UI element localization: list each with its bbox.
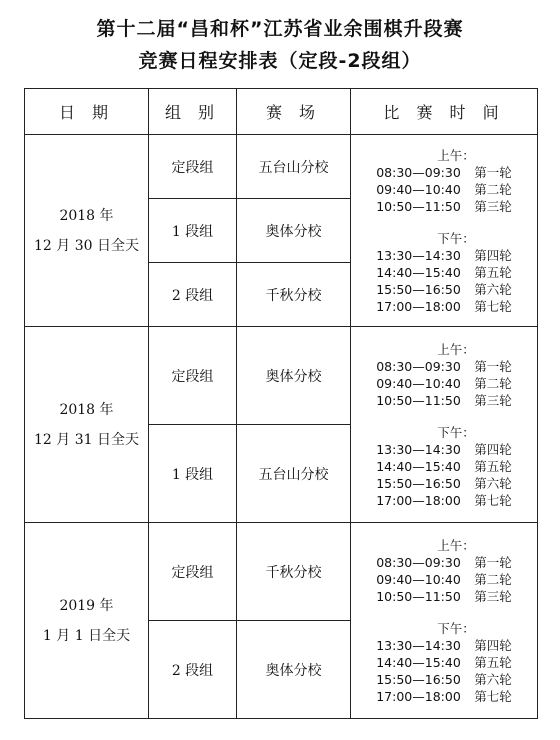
round-number: 第六轮 [474,281,512,297]
document-title: 第十二届“昌和杯”江苏省业余围棋升段赛 [96,18,464,40]
round-entry [376,264,512,281]
round-entry [376,392,512,409]
round-time: 15:50—16:50 [376,281,461,297]
round-time: 17:00—18:00 [376,688,461,704]
round-entry [376,554,512,571]
time-list [376,341,512,509]
venue-cell: 千秋分校 [237,523,351,621]
round-entry [376,588,512,605]
round-entry [376,571,512,588]
round-time: 10:50—11:50 [376,198,461,214]
round-number: 第二轮 [474,571,512,587]
afternoon-label: 下午： [437,620,475,636]
round-time: 13:30—14:30 [376,637,461,653]
group-cell: 2 段组 [149,263,237,327]
date-cell [25,135,149,327]
round-time: 08:30—09:30 [376,358,461,374]
round-number: 第一轮 [474,554,512,570]
round-time: 08:30—09:30 [376,164,461,180]
venue-cell: 奥体分校 [237,199,351,263]
date-cell [25,327,149,523]
schedule-table [24,88,538,719]
round-time: 15:50—16:50 [376,475,461,491]
time-list [376,147,512,315]
venue-cell: 千秋分校 [237,263,351,327]
venue-cell: 奥体分校 [237,327,351,425]
venue-cell: 五台山分校 [237,135,351,199]
round-time: 09:40—10:40 [376,181,461,197]
round-time: 08:30—09:30 [376,554,461,570]
round-number: 第四轮 [474,637,512,653]
round-entry [376,654,512,671]
round-entry [376,247,512,264]
round-number: 第五轮 [474,264,512,280]
time-cell [351,523,538,719]
round-entry [376,198,512,215]
header-group: 组 别 [149,89,237,135]
morning-label: 上午： [437,147,475,163]
round-number: 第七轮 [474,298,512,314]
round-number: 第五轮 [474,654,512,670]
round-time: 10:50—11:50 [376,588,461,604]
group-cell: 定段组 [149,523,237,621]
round-entry [376,475,512,492]
round-number: 第七轮 [474,688,512,704]
date-year: 2019 年 [59,597,114,614]
round-time: 13:30—14:30 [376,441,461,457]
document-subtitle: 竞赛日程安排表（定段-2段组） [138,50,422,72]
group-cell: 定段组 [149,135,237,199]
round-number: 第六轮 [474,475,512,491]
round-entry [376,281,512,298]
round-number: 第一轮 [474,358,512,374]
time-cell [351,135,538,327]
table-row [25,523,538,621]
date-year: 2018 年 [59,207,114,224]
round-entry [376,298,512,315]
date-year: 2018 年 [59,401,114,418]
table-row [25,327,538,425]
round-entry [376,688,512,705]
round-number: 第三轮 [474,198,512,214]
venue-cell: 五台山分校 [237,425,351,523]
time-cell [351,327,538,523]
round-entry [376,181,512,198]
round-time: 09:40—10:40 [376,375,461,391]
header-date: 日 期 [25,89,149,135]
round-entry [376,164,512,181]
venue-cell: 奥体分校 [237,621,351,719]
date-cell [25,523,149,719]
afternoon-label: 下午： [437,230,475,246]
round-time: 10:50—11:50 [376,392,461,408]
round-entry [376,358,512,375]
round-time: 17:00—18:00 [376,298,461,314]
morning-label: 上午： [437,341,475,357]
group-cell: 1 段组 [149,425,237,523]
table-header-row [25,89,538,135]
table-row [25,135,538,199]
group-cell: 1 段组 [149,199,237,263]
group-cell: 2 段组 [149,621,237,719]
round-time: 09:40—10:40 [376,571,461,587]
round-time: 15:50—16:50 [376,671,461,687]
date-day: 12 月 30 日全天 [34,237,139,254]
round-number: 第二轮 [474,181,512,197]
round-time: 13:30—14:30 [376,247,461,263]
round-entry [376,492,512,509]
round-number: 第四轮 [474,247,512,263]
round-number: 第六轮 [474,671,512,687]
round-number: 第三轮 [474,392,512,408]
afternoon-label: 下午： [437,424,475,440]
round-entry [376,375,512,392]
round-number: 第四轮 [474,441,512,457]
date-day: 1 月 1 日全天 [42,627,131,644]
round-number: 第七轮 [474,492,512,508]
round-time: 14:40—15:40 [376,654,461,670]
morning-label: 上午： [437,537,475,553]
round-number: 第三轮 [474,588,512,604]
header-venue: 赛 场 [237,89,351,135]
date-day: 12 月 31 日全天 [34,431,139,448]
round-entry [376,441,512,458]
round-time: 14:40—15:40 [376,264,461,280]
group-cell: 定段组 [149,327,237,425]
round-entry [376,671,512,688]
round-entry [376,458,512,475]
time-list [376,537,512,705]
round-entry [376,637,512,654]
round-time: 14:40—15:40 [376,458,461,474]
round-number: 第一轮 [474,164,512,180]
round-number: 第二轮 [474,375,512,391]
round-number: 第五轮 [474,458,512,474]
round-time: 17:00—18:00 [376,492,461,508]
header-time: 比 赛 时 间 [351,89,538,135]
